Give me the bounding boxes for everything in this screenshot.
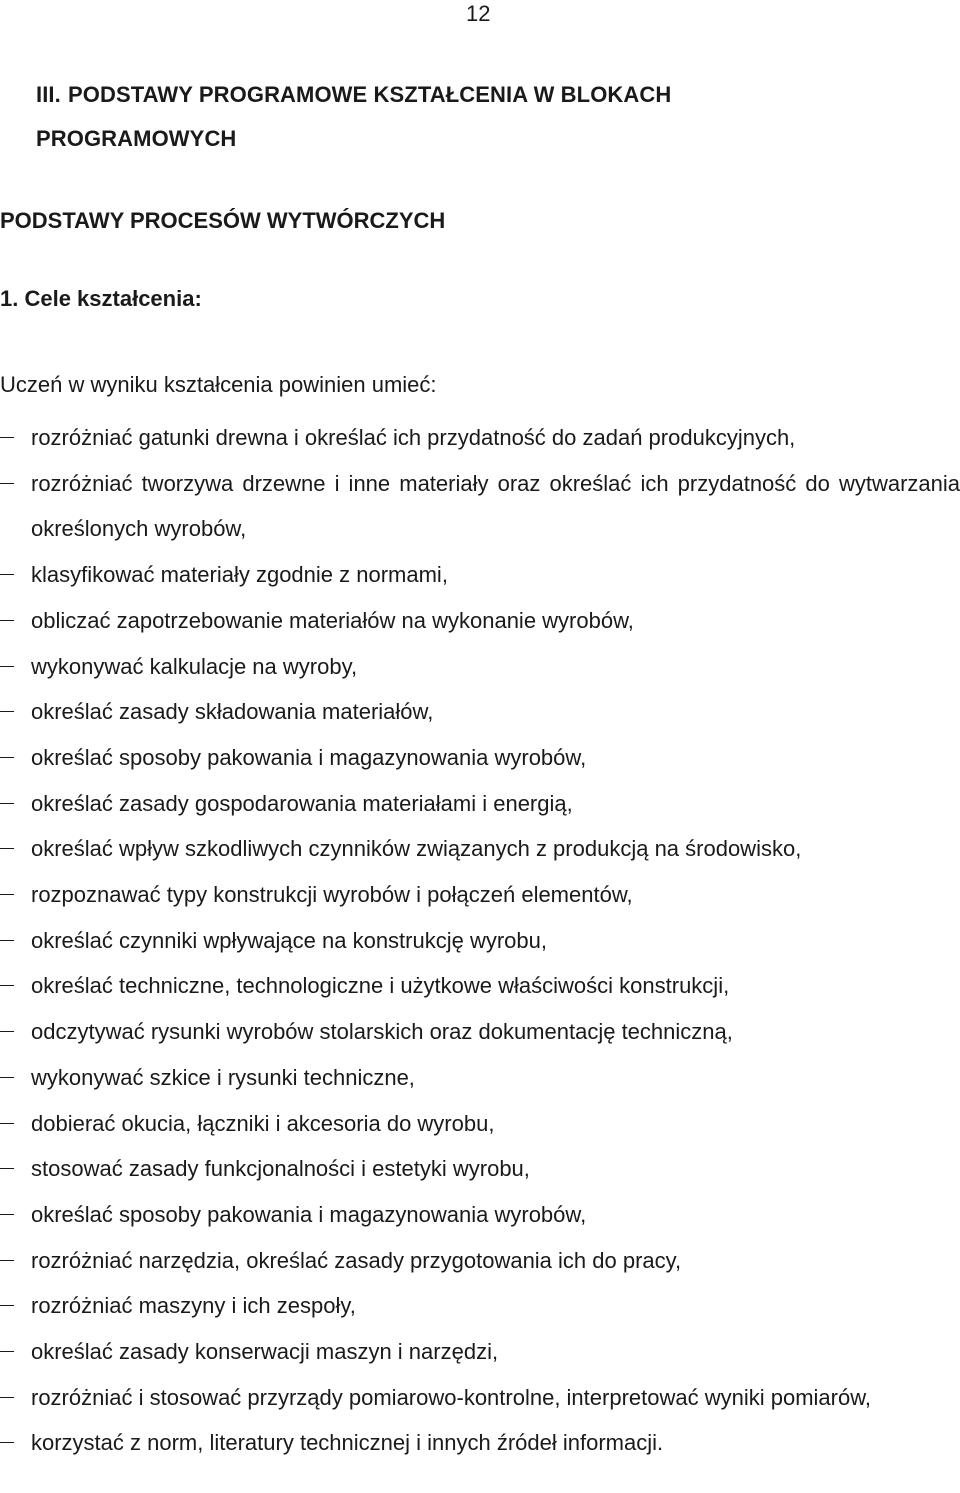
list-item-text: określać zasady konserwacji maszyn i narzędzi, [31, 1339, 499, 1365]
list-item [0, 963, 960, 1009]
dash-bullet-icon [0, 574, 14, 575]
list-item-text: określać techniczne, technologiczne i użytkowe właściwości konstrukcji, [31, 973, 730, 999]
list-item-text: określać czynniki wpływające na konstrukcję wyrobu, [31, 927, 547, 953]
list-item [0, 826, 960, 872]
list-item [0, 1055, 960, 1101]
list-item-text: rozróżniać tworzywa drzewne i inne materiały oraz określać ich przydatność do wytwarzania określonych wyrobów, [31, 470, 960, 542]
list-item-text: rozpoznawać typy konstrukcji wyrobów i połączeń elementów, [31, 882, 633, 908]
list-item [0, 918, 960, 964]
dash-bullet-icon [0, 1260, 14, 1261]
page-number: 12 [466, 1, 491, 26]
dash-bullet-icon [0, 1214, 14, 1215]
dash-bullet-icon [0, 1168, 14, 1169]
list-item-text: klasyfikować materiały zgodnie z normami, [31, 562, 448, 588]
section-heading-line1 [36, 73, 671, 117]
section-number: III. [36, 82, 61, 107]
dash-bullet-icon [0, 894, 14, 895]
dash-bullet-icon [0, 1077, 14, 1078]
goals-list [0, 415, 960, 1466]
dash-bullet-icon [0, 483, 14, 484]
list-item-text: korzystać z norm, literatury technicznej i innych źródeł informacji. [31, 1430, 664, 1456]
list-item-text: dobierać okucia, łączniki i akcesoria do wyrobu, [31, 1110, 495, 1136]
list-item [0, 872, 960, 918]
goals-heading: 1. Cele kształcenia: [0, 286, 202, 311]
dash-bullet-icon [0, 803, 14, 804]
list-item [0, 781, 960, 827]
list-item [0, 1283, 960, 1329]
goals-intro: Uczeń w wyniku kształcenia powinien umieć: [0, 372, 437, 397]
dash-bullet-icon [0, 620, 14, 621]
section-heading [36, 73, 671, 161]
list-item-text: rozróżniać maszyny i ich zespoły, [31, 1293, 356, 1319]
list-item-text: odczytywać rysunki wyrobów stolarskich oraz dokumentację techniczną, [31, 1019, 733, 1045]
list-item-text: określać sposoby pakowania i magazynowania wyrobów, [31, 1201, 587, 1227]
list-item-text: stosować zasady funkcjonalności i estetyki wyrobu, [31, 1156, 530, 1182]
list-item-text: wykonywać szkice i rysunki techniczne, [31, 1064, 415, 1090]
dash-bullet-icon [0, 1305, 14, 1306]
dash-bullet-icon [0, 848, 14, 849]
dash-bullet-icon [0, 1442, 14, 1443]
dash-bullet-icon [0, 985, 14, 986]
list-item [0, 461, 960, 552]
list-item [0, 598, 960, 644]
list-item [0, 689, 960, 735]
dash-bullet-icon [0, 940, 14, 941]
list-item-text: określać zasady składowania materiałów, [31, 699, 434, 725]
list-item [0, 1329, 960, 1375]
block-title: PODSTAWY PROCESÓW WYTWÓRCZYCH [0, 208, 446, 233]
list-item-text: określać wpływ szkodliwych czynników związanych z produkcją na środowisko, [31, 836, 802, 862]
list-item [0, 735, 960, 781]
dash-bullet-icon [0, 1031, 14, 1032]
dash-bullet-icon [0, 1397, 14, 1398]
list-item [0, 644, 960, 690]
list-item-text: obliczać zapotrzebowanie materiałów na wykonanie wyrobów, [31, 607, 634, 633]
list-item [0, 1375, 960, 1421]
dash-bullet-icon [0, 666, 14, 667]
dash-bullet-icon [0, 1351, 14, 1352]
list-item-text: rozróżniać gatunki drewna i określać ich przydatność do zadań produkcyjnych, [31, 425, 796, 450]
list-item-text: wykonywać kalkulacje na wyroby, [31, 653, 358, 679]
list-item [0, 1238, 960, 1284]
list-item [0, 1101, 960, 1147]
list-item [0, 415, 960, 461]
list-item-text: rozróżniać narzędzia, określać zasady przygotowania ich do pracy, [31, 1247, 682, 1273]
section-title-line1: PODSTAWY PROGRAMOWE KSZTAŁCENIA W BLOKACH [68, 82, 672, 107]
dash-bullet-icon [0, 1123, 14, 1124]
list-item [0, 1420, 960, 1466]
list-item [0, 1192, 960, 1238]
list-item-text: określać zasady gospodarowania materiałami i energią, [31, 790, 573, 816]
list-item [0, 552, 960, 598]
section-title-line2: PROGRAMOWYCH [36, 126, 237, 151]
list-item [0, 1146, 960, 1192]
dash-bullet-icon [0, 757, 14, 758]
list-item [0, 1009, 960, 1055]
dash-bullet-icon [0, 437, 14, 438]
list-item-text: określać sposoby pakowania i magazynowania wyrobów, [31, 744, 587, 770]
list-item-text: rozróżniać i stosować przyrządy pomiarowo-kontrolne, interpretować wyniki pomiarów, [31, 1384, 871, 1410]
dash-bullet-icon [0, 711, 14, 712]
